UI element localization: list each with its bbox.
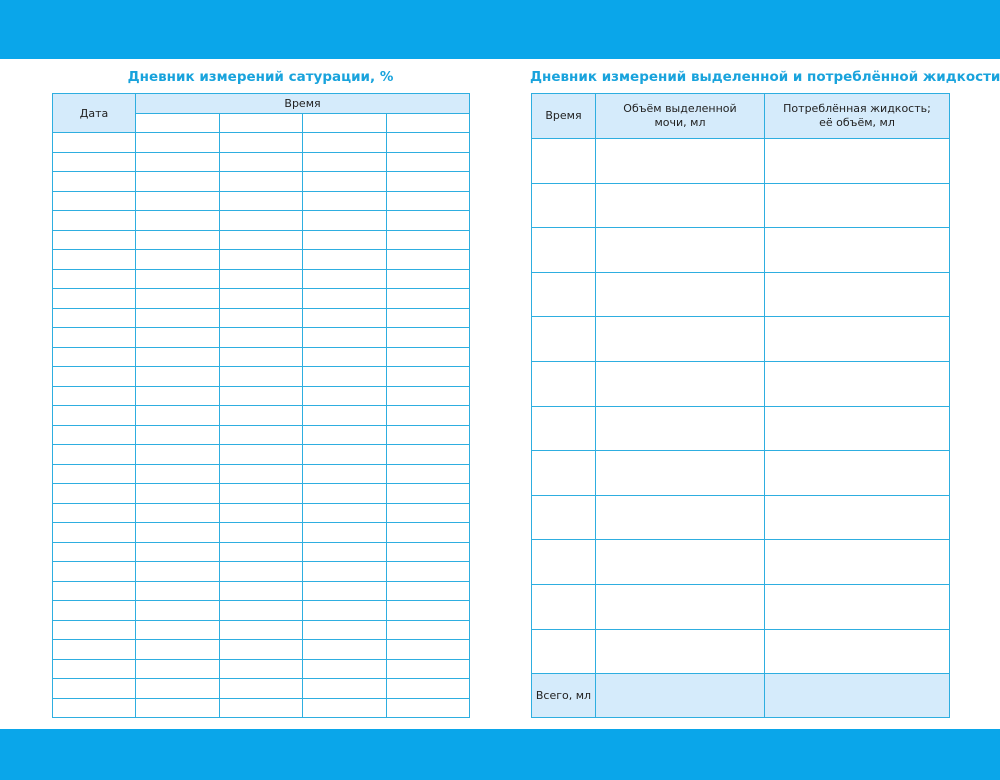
saturation-value-cell[interactable] (386, 679, 470, 699)
saturation-value-cell[interactable] (386, 347, 470, 367)
saturation-value-cell[interactable] (303, 191, 387, 211)
saturation-value-cell[interactable] (136, 445, 220, 465)
saturation-value-cell[interactable] (386, 542, 470, 562)
date-cell[interactable] (53, 464, 136, 484)
fluid-row (532, 629, 950, 674)
saturation-value-cell[interactable] (136, 562, 220, 582)
total-label: Всего, мл (532, 674, 596, 718)
saturation-value-cell[interactable] (136, 211, 220, 231)
fluid-time-cell[interactable] (532, 406, 596, 451)
saturation-value-cell[interactable] (303, 542, 387, 562)
saturation-value-cell[interactable] (219, 640, 303, 660)
intake-total-cell[interactable] (765, 674, 950, 718)
saturation-row (53, 679, 470, 699)
date-cell[interactable] (53, 367, 136, 387)
saturation-value-cell[interactable] (219, 172, 303, 192)
saturation-value-cell[interactable] (136, 328, 220, 348)
saturation-value-cell[interactable] (386, 289, 470, 309)
time-column-header: Время (136, 94, 470, 114)
saturation-value-cell[interactable] (303, 367, 387, 387)
fluid-row (532, 183, 950, 228)
saturation-row (53, 289, 470, 309)
saturation-value-cell[interactable] (386, 620, 470, 640)
date-cell[interactable] (53, 269, 136, 289)
saturation-value-cell[interactable] (136, 269, 220, 289)
fluid-time-cell[interactable] (532, 361, 596, 406)
saturation-row (53, 328, 470, 348)
date-cell[interactable] (53, 562, 136, 582)
saturation-value-cell[interactable] (136, 289, 220, 309)
date-cell[interactable] (53, 308, 136, 328)
saturation-value-cell[interactable] (303, 659, 387, 679)
fluid-intake-header (765, 94, 950, 139)
saturation-diary-title: Дневник измерений сатурации, % (127, 69, 394, 85)
time-subheader-cell[interactable] (219, 114, 303, 133)
date-cell[interactable] (53, 133, 136, 153)
urine-volume-cell[interactable] (596, 540, 765, 585)
saturation-value-cell[interactable] (219, 289, 303, 309)
saturation-value-cell[interactable] (136, 698, 220, 718)
fluid-row (532, 317, 950, 362)
time-subheader-cell[interactable] (386, 114, 470, 133)
saturation-value-cell[interactable] (303, 679, 387, 699)
saturation-value-cell[interactable] (303, 425, 387, 445)
saturation-row (53, 172, 470, 192)
urine-volume-cell[interactable] (596, 451, 765, 496)
saturation-value-cell[interactable] (386, 328, 470, 348)
saturation-row (53, 484, 470, 504)
saturation-value-cell[interactable] (303, 620, 387, 640)
saturation-value-cell[interactable] (303, 152, 387, 172)
saturation-value-cell[interactable] (219, 679, 303, 699)
time-subheader-cell[interactable] (136, 114, 220, 133)
fluid-time-cell[interactable] (532, 584, 596, 629)
urine-volume-cell[interactable] (596, 629, 765, 674)
saturation-value-cell[interactable] (219, 406, 303, 426)
saturation-value-cell[interactable] (303, 172, 387, 192)
fluid-time-cell[interactable] (532, 139, 596, 184)
saturation-value-cell[interactable] (136, 367, 220, 387)
date-cell[interactable] (53, 503, 136, 523)
saturation-value-cell[interactable] (219, 425, 303, 445)
saturation-row (53, 425, 470, 445)
saturation-value-cell[interactable] (303, 328, 387, 348)
saturation-value-cell[interactable] (219, 230, 303, 250)
fluid-time-cell[interactable] (532, 183, 596, 228)
saturation-value-cell[interactable] (386, 464, 470, 484)
saturation-row (53, 191, 470, 211)
saturation-row (53, 386, 470, 406)
saturation-value-cell[interactable] (136, 250, 220, 270)
fluid-intake-cell[interactable] (765, 584, 950, 629)
fluid-intake-cell[interactable] (765, 495, 950, 540)
saturation-value-cell[interactable] (303, 523, 387, 543)
saturation-value-cell[interactable] (386, 367, 470, 387)
saturation-row (53, 542, 470, 562)
fluid-time-cell[interactable] (532, 272, 596, 317)
saturation-value-cell[interactable] (219, 542, 303, 562)
saturation-value-cell[interactable] (303, 698, 387, 718)
saturation-value-cell[interactable] (219, 620, 303, 640)
saturation-value-cell[interactable] (219, 659, 303, 679)
saturation-value-cell[interactable] (136, 172, 220, 192)
saturation-value-cell[interactable] (303, 133, 387, 153)
saturation-value-cell[interactable] (386, 191, 470, 211)
urine-volume-cell[interactable] (596, 317, 765, 362)
saturation-value-cell[interactable] (303, 581, 387, 601)
saturation-value-cell[interactable] (386, 562, 470, 582)
saturation-row (53, 347, 470, 367)
saturation-value-cell[interactable] (386, 211, 470, 231)
fluid-row (532, 451, 950, 496)
date-cell[interactable] (53, 542, 136, 562)
saturation-value-cell[interactable] (303, 386, 387, 406)
saturation-value-cell[interactable] (136, 191, 220, 211)
saturation-value-cell[interactable] (303, 503, 387, 523)
saturation-value-cell[interactable] (136, 464, 220, 484)
bottom-color-band (0, 729, 1000, 780)
fluid-intake-cell[interactable] (765, 361, 950, 406)
urine-volume-cell[interactable] (596, 272, 765, 317)
saturation-value-cell[interactable] (386, 698, 470, 718)
urine-volume-cell[interactable] (596, 584, 765, 629)
date-cell[interactable] (53, 250, 136, 270)
fluid-intake-cell[interactable] (765, 540, 950, 585)
saturation-value-cell[interactable] (303, 484, 387, 504)
date-cell[interactable] (53, 484, 136, 504)
saturation-value-cell[interactable] (136, 679, 220, 699)
saturation-value-cell[interactable] (219, 698, 303, 718)
date-cell[interactable] (53, 289, 136, 309)
saturation-value-cell[interactable] (303, 308, 387, 328)
urine-volume-header (596, 94, 765, 139)
saturation-row (53, 133, 470, 153)
saturation-value-cell[interactable] (386, 445, 470, 465)
saturation-value-cell[interactable] (219, 503, 303, 523)
saturation-value-cell[interactable] (219, 152, 303, 172)
saturation-row (53, 367, 470, 387)
fluid-table (531, 93, 950, 718)
saturation-value-cell[interactable] (303, 640, 387, 660)
date-cell[interactable] (53, 386, 136, 406)
urine-volume-cell[interactable] (596, 139, 765, 184)
saturation-row (53, 640, 470, 660)
saturation-value-cell[interactable] (136, 152, 220, 172)
saturation-value-cell[interactable] (136, 308, 220, 328)
fluid-row (532, 406, 950, 451)
fluid-row (532, 272, 950, 317)
saturation-value-cell[interactable] (219, 211, 303, 231)
fluid-time-cell[interactable] (532, 495, 596, 540)
date-cell[interactable] (53, 230, 136, 250)
saturation-row (53, 308, 470, 328)
saturation-value-cell[interactable] (136, 230, 220, 250)
saturation-value-cell[interactable] (219, 484, 303, 504)
saturation-value-cell[interactable] (219, 464, 303, 484)
saturation-value-cell[interactable] (136, 581, 220, 601)
saturation-value-cell[interactable] (303, 250, 387, 270)
date-cell[interactable] (53, 581, 136, 601)
urine-volume-cell[interactable] (596, 406, 765, 451)
saturation-value-cell[interactable] (136, 503, 220, 523)
saturation-value-cell[interactable] (136, 133, 220, 153)
saturation-value-cell[interactable] (386, 230, 470, 250)
saturation-value-cell[interactable] (303, 347, 387, 367)
saturation-value-cell[interactable] (386, 503, 470, 523)
saturation-value-cell[interactable] (303, 464, 387, 484)
intake-header-line1: Потреблённая жидкость; (783, 102, 931, 115)
saturation-value-cell[interactable] (386, 484, 470, 504)
saturation-row (53, 581, 470, 601)
urine-volume-cell[interactable] (596, 361, 765, 406)
saturation-value-cell[interactable] (136, 659, 220, 679)
fluid-time-cell[interactable] (532, 629, 596, 674)
fluid-time-cell[interactable] (532, 228, 596, 273)
date-cell[interactable] (53, 698, 136, 718)
saturation-value-cell[interactable] (303, 601, 387, 621)
saturation-row (53, 698, 470, 718)
saturation-row (53, 250, 470, 270)
fluid-row (532, 228, 950, 273)
saturation-row (53, 503, 470, 523)
saturation-row (53, 562, 470, 582)
saturation-value-cell[interactable] (136, 542, 220, 562)
saturation-value-cell[interactable] (136, 406, 220, 426)
saturation-table (52, 93, 470, 718)
saturation-value-cell[interactable] (219, 581, 303, 601)
urine-volume-cell[interactable] (596, 228, 765, 273)
saturation-value-cell[interactable] (219, 133, 303, 153)
saturation-value-cell[interactable] (219, 250, 303, 270)
date-cell[interactable] (53, 601, 136, 621)
date-cell[interactable] (53, 172, 136, 192)
saturation-value-cell[interactable] (386, 523, 470, 543)
saturation-value-cell[interactable] (219, 601, 303, 621)
fluid-intake-cell[interactable] (765, 139, 950, 184)
fluid-row (532, 361, 950, 406)
intake-header-line2: её объём, мл (819, 116, 895, 129)
fluid-intake-cell[interactable] (765, 451, 950, 496)
saturation-row (53, 406, 470, 426)
saturation-value-cell[interactable] (136, 347, 220, 367)
saturation-value-cell[interactable] (386, 133, 470, 153)
fluid-row (532, 495, 950, 540)
saturation-row (53, 445, 470, 465)
saturation-value-cell[interactable] (219, 328, 303, 348)
saturation-value-cell[interactable] (303, 445, 387, 465)
fluid-time-cell[interactable] (532, 451, 596, 496)
saturation-value-cell[interactable] (219, 347, 303, 367)
date-cell[interactable] (53, 406, 136, 426)
saturation-row (53, 659, 470, 679)
fluid-intake-cell[interactable] (765, 406, 950, 451)
date-cell[interactable] (53, 679, 136, 699)
urine-volume-cell[interactable] (596, 183, 765, 228)
saturation-value-cell[interactable] (386, 581, 470, 601)
saturation-value-cell[interactable] (219, 523, 303, 543)
date-cell[interactable] (53, 425, 136, 445)
fluid-intake-cell[interactable] (765, 317, 950, 362)
time-subheader-cell[interactable] (303, 114, 387, 133)
saturation-value-cell[interactable] (303, 211, 387, 231)
saturation-row (53, 523, 470, 543)
fluid-intake-cell[interactable] (765, 228, 950, 273)
urine-total-cell[interactable] (596, 674, 765, 718)
fluid-intake-cell[interactable] (765, 272, 950, 317)
saturation-value-cell[interactable] (219, 269, 303, 289)
date-column-header: Дата (53, 94, 136, 133)
saturation-value-cell[interactable] (219, 191, 303, 211)
saturation-value-cell[interactable] (386, 172, 470, 192)
saturation-value-cell[interactable] (303, 230, 387, 250)
date-cell[interactable] (53, 523, 136, 543)
saturation-row (53, 269, 470, 289)
fluid-total-row (532, 674, 950, 718)
fluid-row (532, 540, 950, 585)
saturation-value-cell[interactable] (386, 659, 470, 679)
date-cell[interactable] (53, 191, 136, 211)
date-cell[interactable] (53, 211, 136, 231)
fluid-time-cell[interactable] (532, 317, 596, 362)
urine-header-line2: мочи, мл (654, 116, 706, 129)
fluid-intake-cell[interactable] (765, 183, 950, 228)
date-cell[interactable] (53, 659, 136, 679)
date-cell[interactable] (53, 640, 136, 660)
saturation-row (53, 211, 470, 231)
top-color-band (0, 0, 1000, 59)
saturation-row (53, 464, 470, 484)
fluid-row (532, 139, 950, 184)
saturation-value-cell[interactable] (136, 620, 220, 640)
saturation-value-cell[interactable] (386, 250, 470, 270)
fluid-time-header: Время (532, 94, 596, 139)
saturation-value-cell[interactable] (303, 562, 387, 582)
saturation-value-cell[interactable] (219, 386, 303, 406)
saturation-value-cell[interactable] (136, 601, 220, 621)
saturation-value-cell[interactable] (386, 425, 470, 445)
saturation-value-cell[interactable] (136, 640, 220, 660)
saturation-value-cell[interactable] (386, 601, 470, 621)
saturation-value-cell[interactable] (136, 523, 220, 543)
saturation-row (53, 152, 470, 172)
saturation-value-cell[interactable] (386, 406, 470, 426)
fluid-intake-cell[interactable] (765, 629, 950, 674)
saturation-value-cell[interactable] (303, 269, 387, 289)
date-cell[interactable] (53, 328, 136, 348)
saturation-value-cell[interactable] (303, 406, 387, 426)
saturation-value-cell[interactable] (136, 484, 220, 504)
fluid-diary-title: Дневник измерений выделенной и потреблённой жидкости (530, 69, 1000, 85)
date-cell[interactable] (53, 620, 136, 640)
saturation-value-cell[interactable] (303, 289, 387, 309)
saturation-row (53, 601, 470, 621)
saturation-value-cell[interactable] (386, 269, 470, 289)
saturation-value-cell[interactable] (136, 386, 220, 406)
saturation-value-cell[interactable] (386, 152, 470, 172)
fluid-time-cell[interactable] (532, 540, 596, 585)
saturation-value-cell[interactable] (386, 308, 470, 328)
saturation-value-cell[interactable] (386, 386, 470, 406)
saturation-value-cell[interactable] (219, 445, 303, 465)
date-cell[interactable] (53, 445, 136, 465)
saturation-value-cell[interactable] (219, 308, 303, 328)
saturation-row (53, 230, 470, 250)
saturation-value-cell[interactable] (219, 562, 303, 582)
urine-volume-cell[interactable] (596, 495, 765, 540)
date-cell[interactable] (53, 152, 136, 172)
saturation-value-cell[interactable] (386, 640, 470, 660)
urine-header-line1: Объём выделенной (623, 102, 737, 115)
saturation-value-cell[interactable] (219, 367, 303, 387)
fluid-row (532, 584, 950, 629)
saturation-value-cell[interactable] (136, 425, 220, 445)
saturation-row (53, 620, 470, 640)
date-cell[interactable] (53, 347, 136, 367)
